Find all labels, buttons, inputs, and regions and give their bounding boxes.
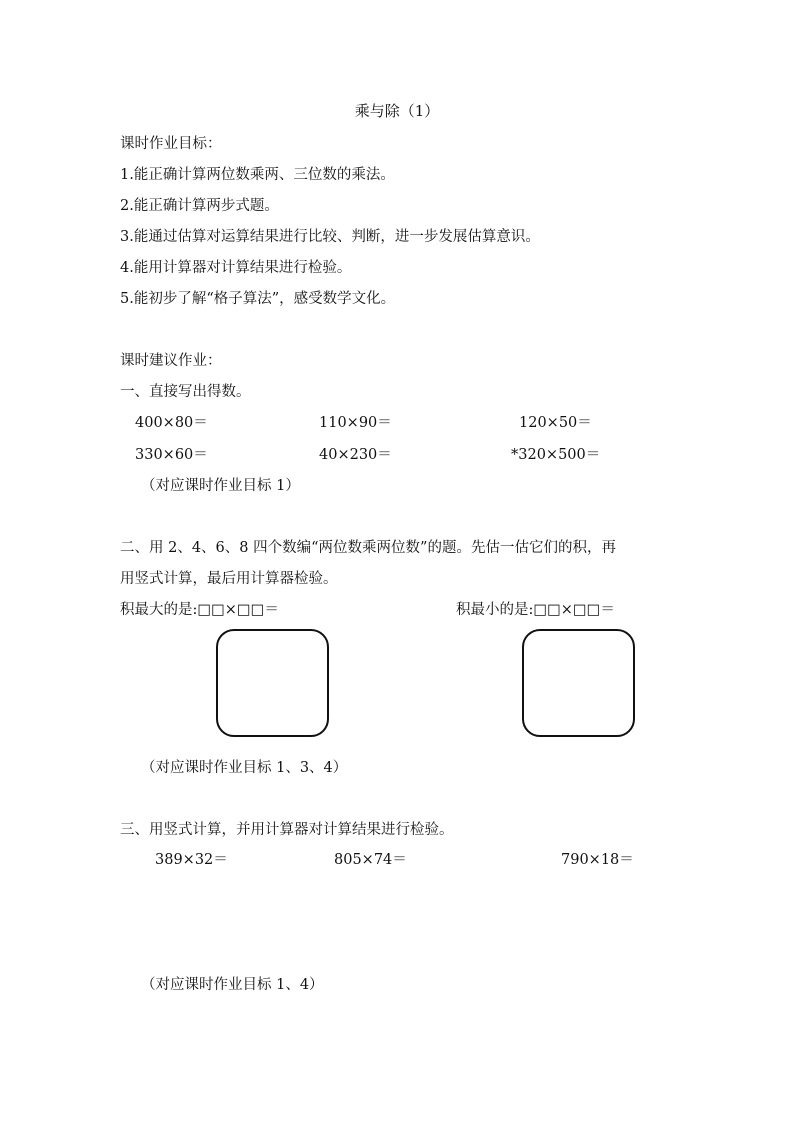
q3-problem-3: 790×18＝ [561, 852, 634, 868]
q2-note: （对应课时作业目标 1、3、4） [141, 760, 348, 776]
q1-title: 一、直接写出得数。 [120, 384, 251, 400]
q3-note: （对应课时作业目标 1、4） [141, 977, 324, 993]
goal-item-3: 3.能通过估算对运算结果进行比较、判断，进一步发展估算意识。 [120, 229, 540, 245]
q1-problem-2: 110×90＝ [319, 415, 392, 431]
q2-max-label: 积最大的是:□□×□□＝ [120, 602, 279, 618]
goal-item-1: 1.能正确计算两位数乘两、三位数的乘法。 [120, 167, 395, 183]
q1-note: （对应课时作业目标 1） [141, 478, 300, 494]
q2-max-answer-box[interactable] [216, 629, 329, 737]
q2-min-answer-box[interactable] [522, 629, 635, 737]
homework-heading: 课时建议作业： [120, 353, 222, 369]
q3-title: 三、用竖式计算，并用计算器对计算结果进行检验。 [120, 822, 454, 838]
goal-item-2: 2.能正确计算两步式题。 [120, 198, 279, 214]
goal-item-4: 4.能用计算器对计算结果进行检验。 [120, 260, 352, 276]
q1-problem-3: 120×50＝ [519, 415, 592, 431]
q1-problem-6: *320×500＝ [511, 447, 601, 463]
q1-problem-4: 330×60＝ [135, 447, 208, 463]
q3-problem-2: 805×74＝ [334, 852, 407, 868]
q2-text-line-2: 用竖式计算，最后用计算器检验。 [120, 571, 338, 587]
q1-problem-1: 400×80＝ [135, 415, 208, 431]
q2-min-label: 积最小的是:□□×□□＝ [456, 602, 615, 618]
goals-heading: 课时作业目标： [120, 136, 222, 152]
goal-item-5: 5.能初步了解“格子算法”，感受数学文化。 [120, 291, 396, 307]
q1-problem-5: 40×230＝ [319, 447, 392, 463]
q2-text-line-1: 二、用 2、4、6、8 四个数编“两位数乘两位数”的题。先估一估它们的积，再 [120, 540, 616, 556]
q3-problem-1: 389×32＝ [155, 852, 228, 868]
page-title: 乘与除（1） [354, 102, 440, 120]
